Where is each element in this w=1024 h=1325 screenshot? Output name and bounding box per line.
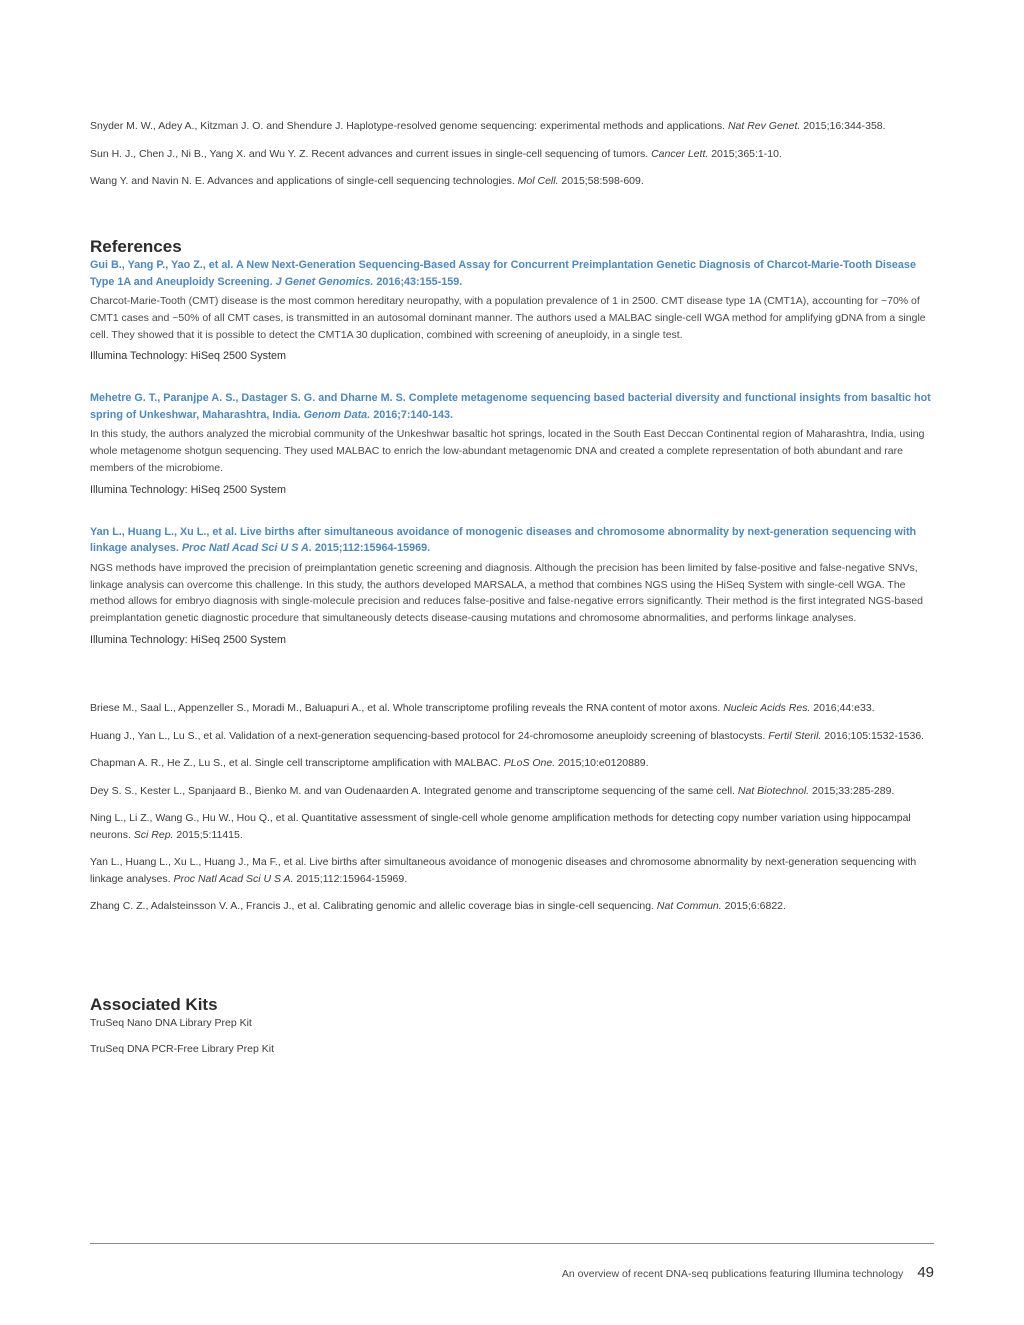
- journal-name: Genom Data.: [303, 408, 371, 421]
- kit-item: TruSeq DNA PCR-Free Library Prep Kit: [90, 1043, 275, 1055]
- page-number: 49: [917, 1264, 934, 1281]
- additional-citation-list: [90, 700, 934, 926]
- reference-technology: Illumina Technology: HiSeq 2500 System: [90, 350, 287, 363]
- reference-abstract: In this study, the authors analyzed the microbial community of the Unkeshwar basaltic hot springs, located in the South East Deccan Continental region of Maharashtra, India, using whole metagenome shotgun sequencing. They used MALBAC to enrich the low-abundant metagenomic DNA and created a complete representation of both abundant and rare members of the microbiome.: [90, 428, 925, 474]
- reference-entry: [90, 390, 934, 497]
- citation: Briese M., Saal L., Appenzeller S., Moradi M., Baluapuri A., et al. Whole transcriptome profiling reveals the RNA content of motor axons. Nucleic Acids Res. 2016;44:e33.: [90, 702, 875, 714]
- reference-technology: Illumina Technology: HiSeq 2500 System: [90, 633, 287, 646]
- journal-name: Nat Biotechnol.: [737, 784, 810, 797]
- top-citation-list: [90, 118, 934, 201]
- reference-title-link[interactable]: Mehetre G. T., Paranjpe A. S., Dastager S. G. and Dharne M. S. Complete metagenome sequencing based bacterial diversity and functional insights from basaltic hot spring of Unkeshwar, Maharashtra, India. Genom Data. 2016;7:140-143.: [90, 392, 931, 421]
- reference-entry: [90, 257, 934, 364]
- kit-item: TruSeq Nano DNA Library Prep Kit: [90, 1017, 252, 1029]
- reference-technology: Illumina Technology: HiSeq 2500 System: [90, 483, 287, 496]
- journal-name: Mol Cell.: [517, 175, 559, 187]
- reference-abstract: NGS methods have improved the precision of preimplantation genetic screening and diagnosis. Although the precision has been limited by false-positive and false-negative SNVs, linkage analysis can overcome this challenge. In this study, the authors developed MARSALA, a method that combines NGS using the HiSeq System with single-cell WGA. The method allows for embryo diagnosis with single-molecule precision and reduces false-positive and false-negative errors significantly. Their method is the first integrated NGS-based preimplantation genetic diagnostic procedure that simultaneously detects disease-causing mutations and chromosome abnormalities, and performs linkage analyses.: [90, 561, 924, 625]
- citation: Ning L., Li Z., Wang G., Hu W., Hou Q., et al. Quantitative assessment of single-cell whole genome amplification methods for detecting copy number variation using hippocampal neurons. Sci Rep. 2015;5:11415.: [90, 812, 911, 841]
- citation: Wang Y. and Navin N. E. Advances and applications of single-cell sequencing technologies. Mol Cell. 2015;58:598-609.: [90, 175, 644, 187]
- journal-name: Nat Rev Genet.: [727, 120, 801, 132]
- footer-divider: [90, 1243, 934, 1244]
- journal-name: Proc Natl Acad Sci U S A.: [181, 542, 312, 555]
- citation: Snyder M. W., Adey A., Kitzman J. O. and Shendure J. Haplotype-resolved genome sequencing: experimental methods and applications. Nat Rev Genet. 2015;16:344-358.: [90, 120, 886, 132]
- journal-name: Fertil Steril.: [768, 729, 822, 742]
- references-section: [90, 237, 934, 674]
- document-page: [90, 0, 934, 1325]
- journal-name: Nat Commun.: [656, 900, 722, 912]
- reference-abstract: Charcot-Marie-Tooth (CMT) disease is the most common hereditary neuropathy, with a population prevalence of 1 in 2500. CMT disease type 1A (CMT1A), accounting for ~70% of CMT1 cases and ~50% of all CMT cases, is transmitted in an autosomal dominant manner. The authors used a MALBAC single-cell WGA method for amplifying gDNA from a single cell. They showed that it is possible to detect the CMT1A 30 duplication, combined with screening of aneuploidy, in a single test.: [90, 295, 926, 341]
- footer-text: An overview of recent DNA-seq publications featuring Illumina technology: [561, 1268, 904, 1280]
- section-heading-associated-kits: Associated Kits: [90, 995, 218, 1014]
- reference-entry: [90, 524, 934, 648]
- journal-name: Cancer Lett.: [651, 147, 709, 160]
- page-footer: [562, 1264, 934, 1281]
- journal-name: J Genet Genomics.: [275, 275, 374, 288]
- journal-name: Nucleic Acids Res.: [723, 702, 811, 714]
- section-heading-references: References: [90, 237, 182, 256]
- citation: Huang J., Yan L., Lu S., et al. Validation of a next-generation sequencing-based protocol for 24-chromosome aneuploidy screening of blastocysts. Fertil Steril. 2016;105:1532-1536.: [90, 729, 925, 742]
- journal-name: PLoS One.: [503, 757, 556, 769]
- citation: Dey S. S., Kester L., Spanjaard B., Bienko M. and van Oudenaarden A. Integrated genome and transcriptome sequencing of the same cell. Nat Biotechnol. 2015;33:285-289.: [90, 784, 895, 797]
- reference-title-link[interactable]: Yan L., Huang L., Xu L., et al. Live births after simultaneous avoidance of monogenic diseases and chromosome abnormality by next-generation sequencing with linkage analyses. Proc Natl Acad Sci U S A. 2015;112:15964-15969.: [90, 525, 917, 555]
- citation: Yan L., Huang L., Xu L., Huang J., Ma F., et al. Live births after simultaneous avoidance of monogenic diseases and chromosome abnormality by next-generation sequencing with linkage analyses. Proc Natl Acad Sci U S A. 2015;112:15964-15969.: [90, 856, 917, 885]
- associated-kits-section: [90, 995, 934, 1067]
- citation: Zhang C. Z., Adalsteinsson V. A., Francis J., et al. Calibrating genomic and allelic coverage bias in single-cell sequencing. Nat Commun. 2015;6:6822.: [90, 900, 786, 912]
- citation: Sun H. J., Chen J., Ni B., Yang X. and Wu Y. Z. Recent advances and current issues in single-cell sequencing of tumors. Cancer Lett. 2015;365:1-10.: [90, 147, 782, 160]
- journal-name: Sci Rep.: [133, 828, 174, 841]
- journal-name: Proc Natl Acad Sci U S A.: [173, 872, 294, 885]
- reference-title-link[interactable]: Gui B., Yang P., Yao Z., et al. A New Next-Generation Sequencing-Based Assay for Concurrent Preimplantation Genetic Diagnosis of Charcot-Marie-Tooth Disease Type 1A and Aneuploidy Screening. J Genet Genomics. 2016;43:155-159.: [90, 259, 916, 288]
- citation: Chapman A. R., He Z., Lu S., et al. Single cell transcriptome amplification with MALBAC. PLoS One. 2015;10:e0120889.: [90, 757, 649, 769]
